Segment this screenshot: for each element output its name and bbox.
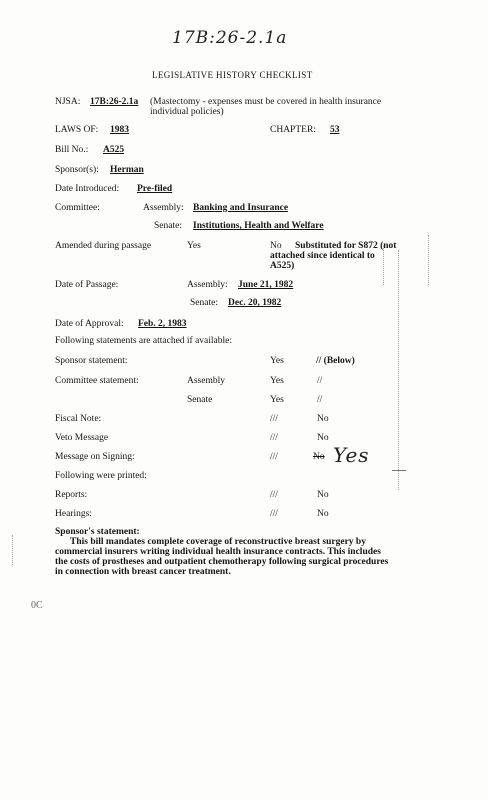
njsa-description: (Mastectomy - expenses must be covered in health insurance individual policies) [150, 97, 382, 117]
chapter-label: CHAPTER: [270, 125, 316, 135]
scan-noise-2 [398, 250, 399, 490]
amended-no: No [270, 241, 282, 251]
statement-line-1: This bill mandates complete coverage of reconstructive breast surgery by [70, 537, 366, 547]
message-on-signing-label: Message on Signing: [55, 452, 135, 462]
following-attached-text: Following statements are attached if available: [55, 336, 233, 346]
njsa-value: 17B:26-2.1a [90, 97, 139, 107]
sponsor-value: Herman [110, 165, 144, 175]
hearings-mark: /// [270, 509, 278, 519]
amended-note-line1: Substituted for S872 (not [295, 241, 397, 251]
following-printed-text: Following were printed: [55, 471, 147, 481]
statement-heading: Sponsor's statement: [55, 527, 140, 537]
amended-note-line2: attached since identical to [270, 251, 375, 261]
hearings-no: No [317, 509, 329, 519]
reports-mark: /// [270, 490, 278, 500]
sponsor-statement-mark: // (Below) [316, 356, 355, 366]
committee-statement-assembly-mark: // [317, 376, 323, 386]
laws-of-label: LAWS OF: [55, 125, 99, 135]
message-on-signing-no: No [313, 452, 325, 462]
fiscal-note-label: Fiscal Note: [55, 414, 102, 424]
amended-note-line3: A525) [270, 261, 295, 271]
date-of-approval-label: Date of Approval: [55, 319, 124, 329]
bill-no-value: A525 [103, 145, 125, 155]
committee-statement-assembly-yes: Yes [270, 376, 284, 386]
date-introduced-value: Pre-filed [137, 184, 173, 194]
page-title: LEGISLATIVE HISTORY CHECKLIST [152, 70, 313, 80]
reports-no: No [317, 490, 329, 500]
sponsor-statement-label: Sponsor statement: [55, 356, 128, 366]
date-introduced-label: Date Introduced: [55, 184, 120, 194]
committee-senate-label: Senate: [154, 221, 182, 231]
laws-of-value: 1983 [110, 125, 129, 135]
message-on-signing-hand-yes: Yes [333, 443, 370, 467]
sponsor-statement-yes: Yes [270, 356, 284, 366]
veto-message-label: Veto Message [55, 433, 109, 443]
passage-senate-value: Dec. 20, 1982 [228, 298, 282, 308]
date-of-approval-value: Feb. 2, 1983 [138, 319, 187, 329]
statement-line-4: in connection with breast cancer treatment. [55, 567, 231, 577]
amended-yes: Yes [187, 241, 201, 251]
fiscal-note-no: No [317, 414, 329, 424]
passage-senate-label: Senate: [190, 298, 218, 308]
committee-statement-label: Committee statement: [55, 376, 139, 386]
committee-statement-senate-yes: Yes [270, 395, 284, 405]
committee-assembly-label: Assembly: [143, 203, 184, 213]
scan-noise-3 [428, 235, 429, 285]
passage-assembly-label: Assembly: [187, 280, 228, 290]
passage-assembly-value: June 21, 1982 [238, 280, 294, 290]
hearings-label: Hearings: [55, 509, 92, 519]
sponsor-label: Sponsor(s): [55, 165, 99, 175]
committee-statement-senate-mark: // [317, 395, 323, 405]
fiscal-note-mark: /// [270, 414, 278, 424]
committee-senate-value: Institutions, Health and Welfare [193, 221, 324, 231]
veto-message-no: No [317, 433, 329, 443]
scan-noise-1 [383, 245, 384, 285]
statement-line-2: commercial insurers writing individual health insurance contracts. This includes [55, 547, 381, 557]
scan-noise-4 [12, 535, 13, 565]
scan-mark [392, 470, 406, 471]
committee-statement-senate: Senate [187, 395, 213, 405]
stamp-remnant: 0C [31, 600, 43, 611]
reports-label: Reports: [55, 490, 88, 500]
statement-line-3: the costs of prostheses and outpatient chemotherapy following surgical procedures [55, 557, 389, 567]
committee-statement-assembly: Assembly [187, 376, 225, 386]
njsa-label: NJSA: [55, 97, 81, 107]
committee-label: Committee: [55, 203, 100, 213]
committee-assembly-value: Banking and Insurance [193, 203, 289, 213]
chapter-value: 53 [330, 125, 340, 135]
message-on-signing-mark: /// [270, 452, 278, 462]
amended-label: Amended during passage [55, 241, 152, 251]
veto-message-mark: /// [270, 433, 278, 443]
bill-no-label: Bill No.: [55, 145, 89, 155]
handwritten-reference: 17B:26-2.1a [172, 28, 288, 48]
date-of-passage-label: Date of Passage: [55, 280, 119, 290]
